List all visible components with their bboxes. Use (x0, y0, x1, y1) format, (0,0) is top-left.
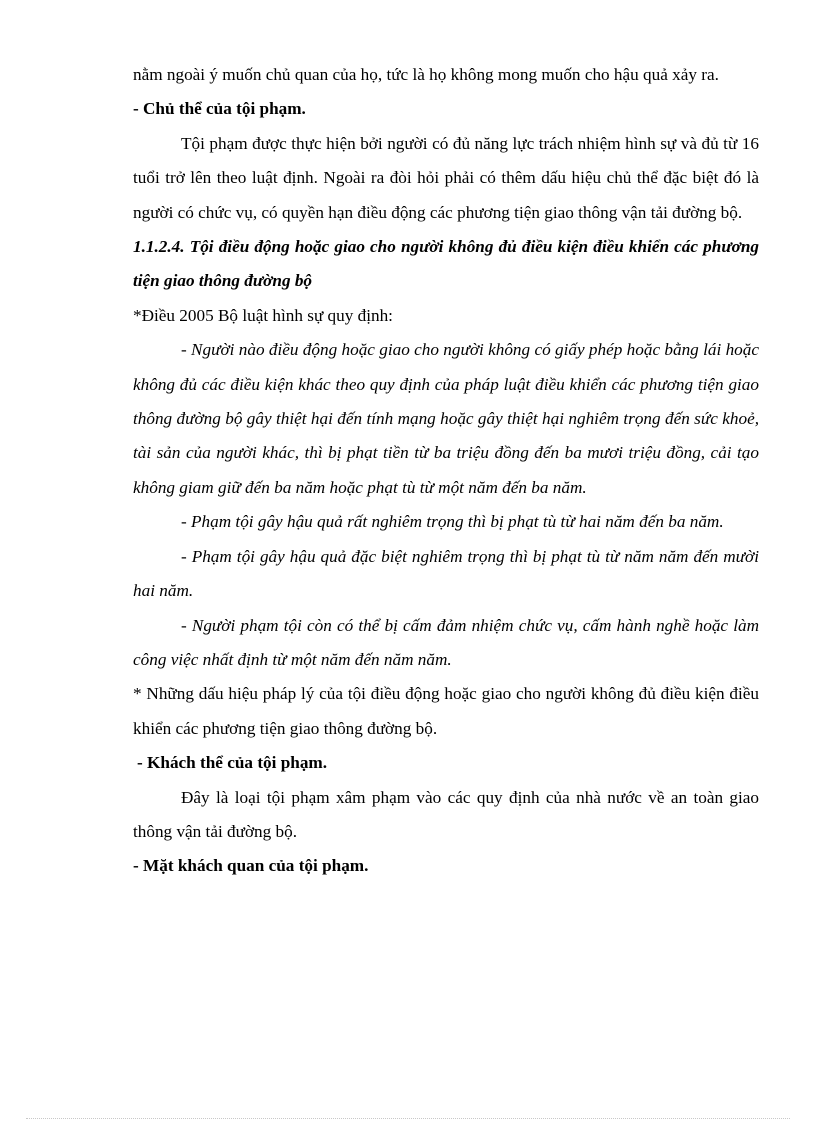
heading-subject-of-crime: - Chủ thể của tội phạm. (133, 99, 306, 119)
law-clause-1: - Người nào điều động hoặc giao cho người không có giấy phép hoặc bằng lái hoặc không đủ các điều kiện khác theo quy định của pháp luật điều khiển các phương tiện giao thông đường bộ gây thiệt hại đến tính mạng hoặc gây thiệt hại nghiêm trọng đến sức khoẻ, tài sản của người khác, thì bị phạt tiền từ ba triệu đồng đến ba mươi triệu đồng, cải tạo không giam giữ đến ba năm hoặc phạt tù từ một năm đến ba năm. (133, 340, 759, 497)
law-clause-3: - Phạm tội gây hậu quả đặc biệt nghiêm trọng thì bị phạt tù từ năm năm đến mười hai năm. (133, 546, 759, 601)
paragraph-continuation: nằm ngoài ý muốn chủ quan của họ, tức là họ không mong muốn cho hậu quả xảy ra. (133, 65, 719, 84)
law-clause-2: - Phạm tội gây hậu quả rất nghiêm trọng thì bị phạt tù từ hai năm đến ba năm. (181, 512, 724, 532)
section-heading-1-1-2-4: 1.1.2.4. Tội điều động hoặc giao cho người không đủ điều kiện điều khiển các phương tiện giao thông đường bộ (133, 237, 759, 291)
paragraph-object-description: Đây là loại tội phạm xâm phạm vào các quy định của nhà nước về an toàn giao thông vận tải đường bộ. (133, 787, 759, 841)
paragraph-law-intro: *Điều 2005 Bộ luật hình sự quy định: (133, 305, 393, 325)
document-page (133, 58, 759, 884)
paragraph-subject-description: Tội phạm được thực hiện bởi người có đủ năng lực trách nhiệm hình sự và đủ từ 16 tuổi trở lên theo luật định. Ngoài ra đòi hỏi phải có thêm dấu hiệu chủ thể đặc biệt đó là người có chức vụ, có quyền hạn điều động các phương tiện giao thông vận tải đường bộ. (133, 133, 759, 222)
heading-object-of-crime: - Khách thể của tội phạm. (137, 753, 328, 773)
law-clause-4: - Người phạm tội còn có thể bị cấm đảm nhiệm chức vụ, cấm hành nghề hoặc làm công việc nhất định từ một năm đến năm năm. (133, 615, 759, 669)
page-bottom-divider (26, 1118, 790, 1119)
paragraph-legal-signs: * Những dấu hiệu pháp lý của tội điều động hoặc giao cho người không đủ điều kiện điều khiển các phương tiện giao thông đường bộ. (133, 684, 759, 738)
heading-objective-aspect: - Mặt khách quan của tội phạm. (133, 856, 369, 876)
